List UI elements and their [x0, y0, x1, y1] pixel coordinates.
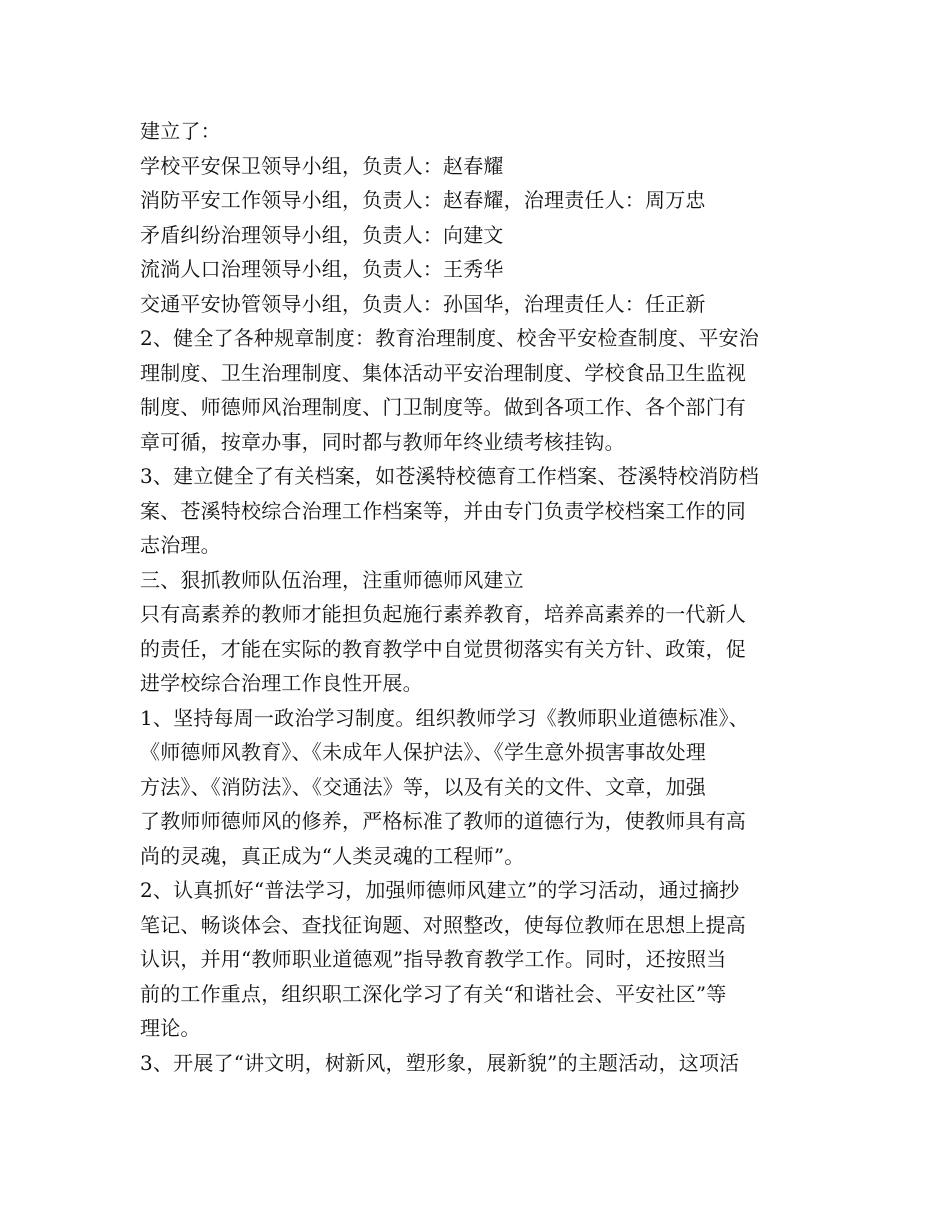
text-line: 2、健全了各种规章制度：教育治理制度、校舍平安检查制度、平安治 — [140, 326, 759, 350]
text-line: 流淌人口治理领导小组，负责人：王秀华 — [140, 257, 504, 281]
text-line: 理制度、卫生治理制度、集体活动平安治理制度、学校食品卫生监视 — [140, 360, 746, 385]
text-line: 消防平安工作领导小组，负责人：赵春耀，治理责任人：周万忠 — [140, 188, 706, 212]
text-line: 1、坚持每周一政治学习制度。组织教师学习《教师职业道德标准》、 — [140, 705, 749, 730]
text-line: 案、苍溪特校综合治理工作档案等，并由专门负责学校档案工作的同 — [140, 498, 746, 523]
text-line: 建立了： — [140, 119, 221, 143]
text-line: 理论。 — [140, 1016, 201, 1040]
text-line: 章可循，按章办事，同时都与教师年终业绩考核挂钩。 — [140, 429, 625, 454]
text-line: 认识，并用“教师职业道德观”指导教育教学工作。同时，还按照当 — [140, 947, 727, 971]
text-line: 学校平安保卫领导小组，负责人：赵春耀 — [140, 153, 504, 178]
section-heading: 三、狠抓教师队伍治理，注重师德师风建立 — [140, 567, 524, 592]
text-line: 只有高素养的教师才能担负起施行素养教育，培养高素养的一代新人 — [140, 602, 746, 626]
text-line: 尚的灵魂，真正成为“人类灵魂的工程师”。 — [140, 843, 525, 868]
document-body — [140, 114, 812, 1080]
text-line: 矛盾纠纷治理领导小组，负责人：向建文 — [140, 222, 504, 247]
text-line: 2、认真抓好“普法学习，加强师德师风建立”的学习活动，通过摘抄 — [140, 878, 740, 902]
text-line: 《师德师风教育》、《未成年人保护法》、《学生意外损害事故处理 — [140, 740, 706, 764]
text-line: 的责任，才能在实际的教育教学中自觉贯彻落实有关方针、政策，促 — [140, 636, 746, 661]
text-line: 前的工作重点，组织职工深化学习了有关“和谐社会、平安社区”等 — [140, 981, 727, 1006]
text-line: 了教师师德师风的修养，严格标准了教师的道德行为，使教师具有高 — [140, 809, 746, 833]
text-line: 3、开展了“讲文明，树新风，塑形象，展新貌”的主题活动，这项活 — [140, 1050, 740, 1075]
text-line: 志治理。 — [140, 533, 221, 557]
text-line: 进学校综合治理工作良性开展。 — [140, 671, 423, 695]
text-line: 方法》、《消防法》、《交通法》等，以及有关的文件、文章，加强 — [140, 774, 706, 799]
text-line: 3、建立健全了有关档案，如苍溪特校德育工作档案、苍溪特校消防档 — [140, 464, 759, 488]
text-line: 制度、师德师风治理制度、门卫制度等。做到各项工作、各个部门有 — [140, 395, 746, 419]
text-line: 笔记、畅谈体会、查找征询题、对照整改，使每位教师在思想上提高 — [140, 912, 746, 937]
text-line: 交通平安协管领导小组，负责人：孙国华，治理责任人：任正新 — [140, 291, 706, 316]
